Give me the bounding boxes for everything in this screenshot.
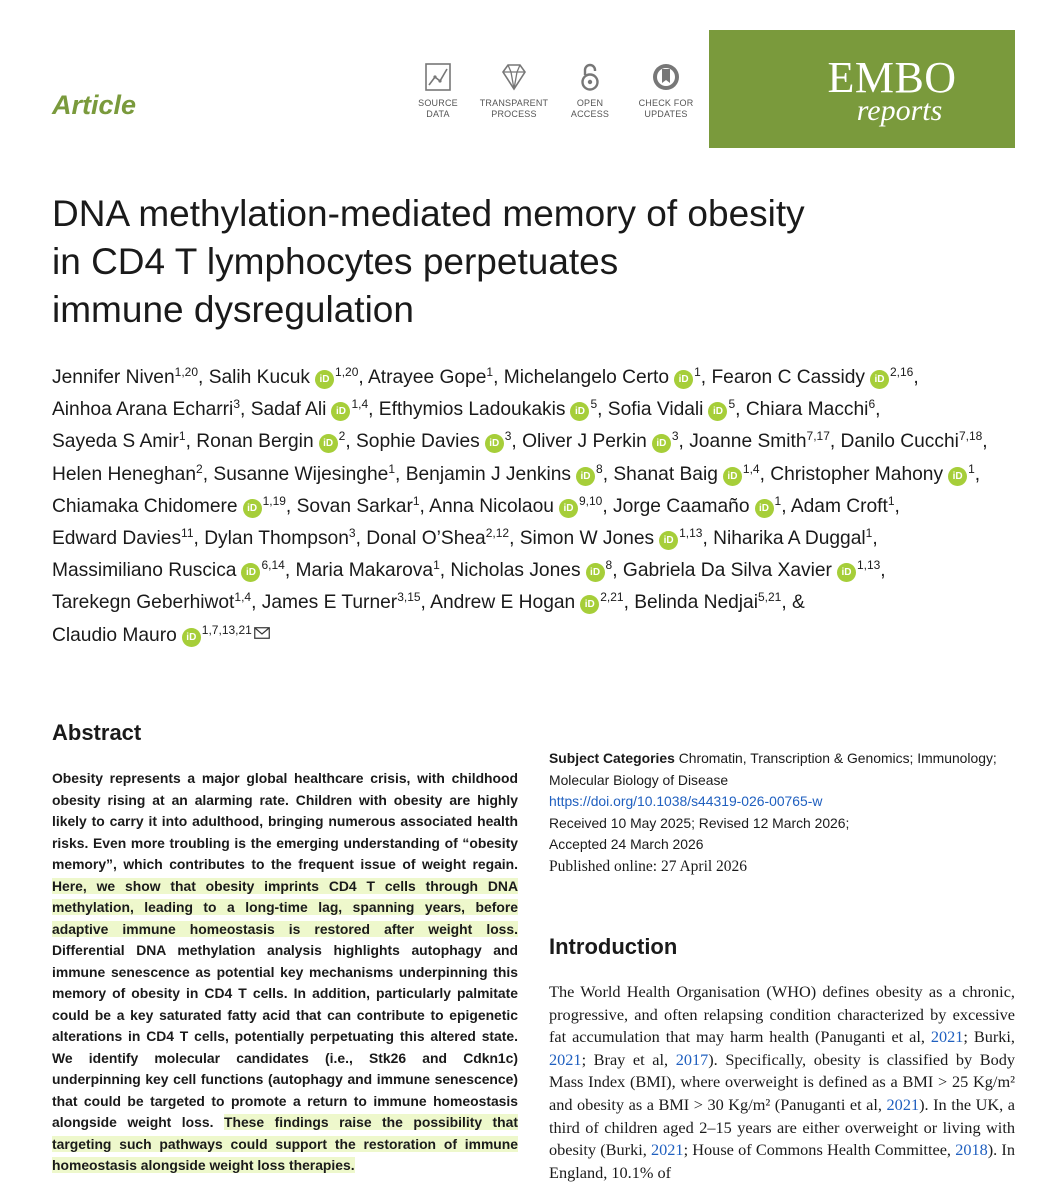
- author[interactable]: [356, 431, 511, 452]
- orcid-icon[interactable]: iD: [659, 531, 678, 550]
- author[interactable]: [251, 399, 368, 420]
- orcid-icon[interactable]: iD: [586, 563, 605, 582]
- author[interactable]: [209, 367, 359, 388]
- author[interactable]: [52, 461, 203, 485]
- author-affiliation: 2,12: [485, 526, 510, 541]
- author-affiliation: 6: [868, 397, 876, 412]
- transparent-process-icon: [497, 60, 531, 94]
- author[interactable]: [296, 560, 440, 581]
- introduction-heading: Introduction: [549, 934, 678, 959]
- journal-subtitle: reports: [856, 94, 943, 127]
- orcid-icon[interactable]: iD: [674, 370, 693, 389]
- author-affiliation: 1: [887, 493, 895, 508]
- author[interactable]: [746, 399, 875, 420]
- author-name: Belinda Nedjai: [634, 592, 758, 614]
- author-name: Nicholas Jones: [450, 560, 581, 582]
- orcid-icon[interactable]: iD: [580, 595, 599, 614]
- orcid-icon[interactable]: iD: [315, 370, 334, 389]
- author-affiliation: 8: [596, 461, 603, 476]
- author-affiliation: 5,21: [758, 590, 782, 605]
- author-affiliation: 1: [388, 461, 396, 476]
- orcid-icon[interactable]: iD: [182, 628, 201, 647]
- author-name: Salih Kucuk: [208, 367, 311, 388]
- author-name: Susanne Wijesinghe: [213, 463, 389, 485]
- article-metadata: [549, 748, 1019, 877]
- source-data-badge[interactable]: [400, 60, 476, 120]
- author-name: Christopher Mahony: [770, 463, 944, 485]
- citation-link[interactable]: 2018: [955, 1140, 988, 1160]
- author-affiliation: 3: [504, 429, 512, 444]
- author-affiliation: 1: [433, 558, 440, 573]
- author[interactable]: [623, 560, 880, 581]
- highlight-2: These findings raise the possibility that targeting such pathways could support the restoration of immune homeostasis alongside weight loss therapies.: [52, 1114, 519, 1173]
- author-affiliation: 5: [590, 397, 598, 412]
- author[interactable]: [52, 528, 194, 549]
- orcid-icon[interactable]: iD: [948, 467, 967, 486]
- abstract-heading: Abstract: [52, 720, 142, 745]
- author-affiliation: 1: [694, 365, 701, 379]
- author-affiliation: 2: [196, 461, 203, 476]
- open-access-icon: [573, 60, 607, 94]
- article-title: DNA methylation-mediated memory of obesity in CD4 T lymphocytes perpetuates immune dysregulation: [52, 193, 805, 330]
- author-affiliation: 1: [865, 526, 873, 541]
- author-name: Chiara Macchi: [745, 399, 869, 421]
- author-name: Donal O’Shea: [366, 528, 486, 550]
- author-name: Benjamin J Jenkins: [405, 463, 571, 485]
- author-name: Atrayee Gope: [367, 367, 487, 388]
- author-name: Dylan Thompson: [204, 528, 349, 550]
- author-affiliation: 1,4: [351, 397, 369, 412]
- author-affiliation: 5: [728, 397, 736, 412]
- author-affiliation: 1: [486, 365, 494, 379]
- author[interactable]: [711, 367, 913, 388]
- author-name: Michelangelo Certo: [503, 367, 670, 388]
- journal-name: EMBO: [827, 53, 957, 102]
- author[interactable]: [841, 431, 983, 452]
- subject-categories: Subject Categories Chromatin, Transcription & Genomics; Immunology; Molecular Biology of Disease: [549, 750, 997, 788]
- author-affiliation: 1: [774, 493, 782, 508]
- author[interactable]: [770, 461, 975, 485]
- author-name: Efthymios Ladoukakis: [378, 399, 566, 421]
- accepted-date: Accepted 24 March 2026: [549, 836, 704, 852]
- author[interactable]: [405, 461, 603, 485]
- citation-link[interactable]: 2021: [930, 1027, 964, 1047]
- author-affiliation: 1,7,13,21: [201, 622, 252, 637]
- author-name: Chiamaka Chidomere: [52, 495, 238, 517]
- author[interactable]: [520, 528, 703, 549]
- highlight-1: Here, we show that obesity imprints CD4 T cells through DNA methylation, leading to a long-time lag, spanning years, before adaptive immune homeostasis is restored after weight loss.: [52, 877, 518, 937]
- author-name: Sophie Davies: [355, 431, 480, 453]
- author-name: Oliver J Perkin: [522, 431, 647, 453]
- author-name: Andrew E Hogan: [430, 592, 576, 614]
- orcid-icon[interactable]: iD: [243, 499, 262, 518]
- check-for-updates-badge[interactable]: [628, 60, 704, 120]
- author-affiliation: 1,19: [262, 493, 286, 508]
- author-name: Sayeda S Amir: [52, 431, 179, 453]
- author-name: Helen Heneghan: [52, 463, 197, 485]
- author-affiliation: 7,17: [806, 429, 830, 444]
- author-name: Edward Davies: [52, 528, 182, 550]
- check-for-updates-icon: [649, 60, 683, 94]
- badge-label: CHECK FOR UPDATES: [638, 98, 694, 119]
- author-affiliation: 1,13: [856, 558, 881, 573]
- author-affiliation: 1: [968, 461, 975, 476]
- author-name: Ronan Bergin: [196, 431, 314, 453]
- orcid-icon[interactable]: iD: [331, 402, 350, 421]
- abstract-text: Obesity represents a major global healthcare crisis, with childhood obesity rising at an alarming rate. Children with obesity are highly likely to carry it into adulthood, bringing numerous associated health risks. Even more troubling is the emerging understanding of “obesity memory”, which contributes to the frequent issue of weight regain. Here, we show that obesity imprints CD4 T cells through DNA methylation, leading to a long-time lag, spanning years, before adaptive immune homeostasis is restored after weight loss. Differential DNA methylation analysis highlights autophagy and immune senescence as potential key mechanisms underpinning this memory of obesity in CD4 T cells. In addition, particularly palmitate could be a key saturated fatty acid that can contribute to epigenetic alterations in CD4 T cells, potentially perpetuating this altered state. We identify molecular candidates (i.e., Stk26 and Cdkn1c) underpinning key cell functions (autophagy and immune senescence) that could be targeted to promote a return to immune homeostasis alongside weight loss. These findings raise the possibility that targeting such pathways could support the restoration of immune homeostasis alongside weight loss therapies.: [52, 770, 519, 1173]
- author[interactable]: [296, 493, 420, 517]
- author[interactable]: [52, 367, 198, 388]
- author-affiliation: 6,14: [261, 558, 285, 573]
- author[interactable]: [613, 461, 760, 485]
- author-name: Niharika A Duggal: [713, 528, 866, 550]
- author-affiliation: 3: [233, 397, 241, 412]
- author-list: Jennifer Niven$^{1,20}$, Salih Kucuk iD$^{1,20}$, Atrayee Gope$^1$, Michelangelo Certo $iD^1$, Fearon C Cassidy iD$^{2,16}$, Ainhoa Arana Echarri$^3$, Sadaf Ali iD$^{1,4}$, Efthymios Ladoukakis $iD^5$, Sofia Vidali $iD^5$, Chiara Macchi$^6$, Sayeda S Amir$^1$, Ronan Bergin $iD^2$, Sophie Davies $iD^3$, Oliver J Perkin $iD^3$, Joanne Smith$^{7,17}$, Danilo Cucchi$^{7,18}$, Helen Heneghan$^2$, Susanne Wijesinghe$^1$, Benjamin J Jenkins $iD^8$, Shanat Baig iD$^{1,4}$, Christopher Mahony $iD^1$, Chiamaka Chidomere iD$^{1,19}$, Sovan Sarkar$^1$, Anna Nicolaou iD$^{9,10}$, Jorge Caamaño $iD^1$, Adam Croft$^1$, Edward Davies$^{11}$, Dylan Thompson$^3$, Donal O’Shea$^{2,12}$, Simon W Jones iD$^{1,13}$, Niharika A Duggal$^1$, Massimiliano Ruscica iD$^{6,14}$, Maria Makarova$^1$, Nicholas Jones $iD^8$, Gabriela Da Silva Xavier iD$^{1,13}$, Tarekegn Geberhiwot$^{1,4}$, James E Turner$^{3,15}$, Andrew E Hogan iD$^{2,21}$, Belinda Nedjai$^{5,21}$, & Claudio Mauro iD$^{1,7,13,21}$: [52, 365, 988, 646]
- journal-logo[interactable]: [709, 30, 1015, 148]
- author[interactable]: [52, 622, 270, 646]
- doi-link[interactable]: https://doi.org/10.1038/s44319-026-00765-w: [549, 793, 823, 809]
- author-affiliation: 1: [412, 493, 420, 508]
- author-name: Fearon C Cassidy: [711, 367, 865, 388]
- author-name: Jennifer Niven: [52, 367, 175, 388]
- author-affiliation: 9,10: [578, 493, 603, 508]
- author[interactable]: [612, 493, 782, 517]
- badge-label: TRANSPARENT PROCESS: [479, 98, 549, 119]
- author[interactable]: [430, 592, 623, 613]
- author[interactable]: [429, 493, 603, 517]
- author-name: Ainhoa Arana Echarri: [52, 399, 234, 421]
- author[interactable]: [204, 528, 355, 549]
- author-name: Jorge Caamaño: [612, 495, 750, 517]
- orcid-icon[interactable]: iD: [241, 563, 260, 582]
- author-name: Shanat Baig: [613, 463, 718, 485]
- citation-link[interactable]: 2017: [675, 1049, 709, 1069]
- article-type-label: Article: [52, 90, 137, 120]
- article-badges: [400, 60, 704, 120]
- orcid-icon[interactable]: iD: [559, 499, 578, 518]
- author-name: Massimiliano Ruscica: [52, 560, 237, 582]
- author[interactable]: [713, 528, 872, 549]
- author-name: Sofia Vidali: [607, 399, 704, 421]
- author-affiliation: 3,15: [397, 590, 421, 605]
- author-name: Adam Croft: [790, 495, 888, 517]
- author-affiliation: 8: [605, 558, 613, 573]
- author-name: Simon W Jones: [519, 528, 655, 550]
- citation-link[interactable]: 2021: [651, 1140, 684, 1160]
- open-access-badge[interactable]: [552, 60, 628, 120]
- author[interactable]: [52, 592, 251, 613]
- orcid-icon[interactable]: iD: [723, 467, 742, 486]
- author-affiliation: 1,4: [234, 590, 252, 605]
- author[interactable]: [366, 528, 509, 549]
- author[interactable]: [608, 399, 735, 420]
- author-affiliation: 2,21: [600, 590, 624, 605]
- orcid-icon[interactable]: iD: [652, 434, 671, 453]
- author[interactable]: [368, 367, 493, 388]
- author-affiliation: 1,20: [174, 365, 199, 379]
- author-affiliation: 11: [181, 526, 194, 541]
- author-affiliation: 2,16: [890, 365, 914, 379]
- source-data-icon: [421, 60, 455, 94]
- author-name: Gabriela Da Silva Xavier: [622, 560, 832, 582]
- author-name: Danilo Cucchi: [840, 431, 959, 453]
- author[interactable]: [689, 431, 830, 452]
- author-name: Sadaf Ali: [250, 399, 327, 421]
- citation-link[interactable]: 2021: [549, 1049, 582, 1069]
- orcid-icon[interactable]: iD: [837, 563, 856, 582]
- author[interactable]: [504, 367, 701, 388]
- orcid-icon[interactable]: iD: [319, 434, 338, 453]
- author[interactable]: [790, 493, 895, 517]
- author-affiliation: 1,4: [742, 461, 760, 476]
- mail-icon[interactable]: [254, 627, 270, 639]
- author-affiliation: 1,13: [679, 526, 703, 541]
- author[interactable]: [262, 592, 421, 613]
- author-affiliation: 3: [348, 526, 356, 541]
- orcid-icon[interactable]: iD: [755, 499, 774, 518]
- author-affiliation: 7,18: [958, 429, 983, 444]
- author[interactable]: [52, 399, 240, 420]
- author-affiliation: 1: [178, 429, 186, 444]
- author-affiliation: 2: [338, 429, 346, 444]
- author-affiliation: 3: [671, 429, 679, 444]
- author-name: James E Turner: [261, 592, 398, 614]
- introduction-text: The World Health Organisation (WHO) defines obesity as a chronic, progressive, and often relapsing condition characterized by excessive fat accumulation that may harm health (Panuganti et al, 2021; Burki, 2021; Bray et al, 2017). Specifically, obesity is classified by Body Mass Index (BMI), where overweight is defined as a BMI > 25 Kg/m² and obesity as a BMI > 30 Kg/m² (Panuganti et al, 2021). In the UK, a third of children aged 2–15 years are either overweight or living with obesity (Burki, 2021; House of Commons Health Committee, 2018). In England, 10.1% of: [549, 982, 1016, 1182]
- badge-label: SOURCE DATA: [418, 98, 458, 119]
- transparent-process-badge[interactable]: [476, 60, 552, 120]
- author-conjunction: &: [792, 592, 805, 614]
- author[interactable]: [379, 399, 597, 420]
- orcid-icon[interactable]: iD: [570, 402, 589, 421]
- author[interactable]: [52, 431, 186, 452]
- author[interactable]: [522, 431, 678, 452]
- author-name: Joanne Smith: [689, 431, 807, 453]
- received-date: Received 10 May 2025; Revised 12 March 2026;: [549, 814, 850, 831]
- author[interactable]: [196, 431, 345, 452]
- author-affiliation: 1,20: [335, 365, 359, 379]
- author[interactable]: [52, 493, 286, 517]
- published-date: Published online: 27 April 2026: [549, 857, 748, 875]
- author-name: Maria Makarova: [295, 560, 434, 582]
- orcid-icon[interactable]: iD: [870, 370, 889, 389]
- author-name: Sovan Sarkar: [296, 495, 413, 517]
- badge-label: OPEN ACCESS: [570, 98, 610, 119]
- author[interactable]: [52, 560, 285, 581]
- orcid-icon[interactable]: iD: [576, 467, 595, 486]
- orcid-icon[interactable]: iD: [485, 434, 504, 453]
- author-name: Tarekegn Geberhiwot: [52, 592, 235, 614]
- author[interactable]: [213, 461, 396, 485]
- orcid-icon[interactable]: iD: [708, 402, 727, 421]
- author[interactable]: [450, 560, 612, 581]
- author-name: Claudio Mauro: [52, 624, 177, 646]
- author[interactable]: [634, 592, 781, 613]
- citation-link[interactable]: 2021: [886, 1094, 920, 1114]
- author-name: Anna Nicolaou: [429, 495, 554, 517]
